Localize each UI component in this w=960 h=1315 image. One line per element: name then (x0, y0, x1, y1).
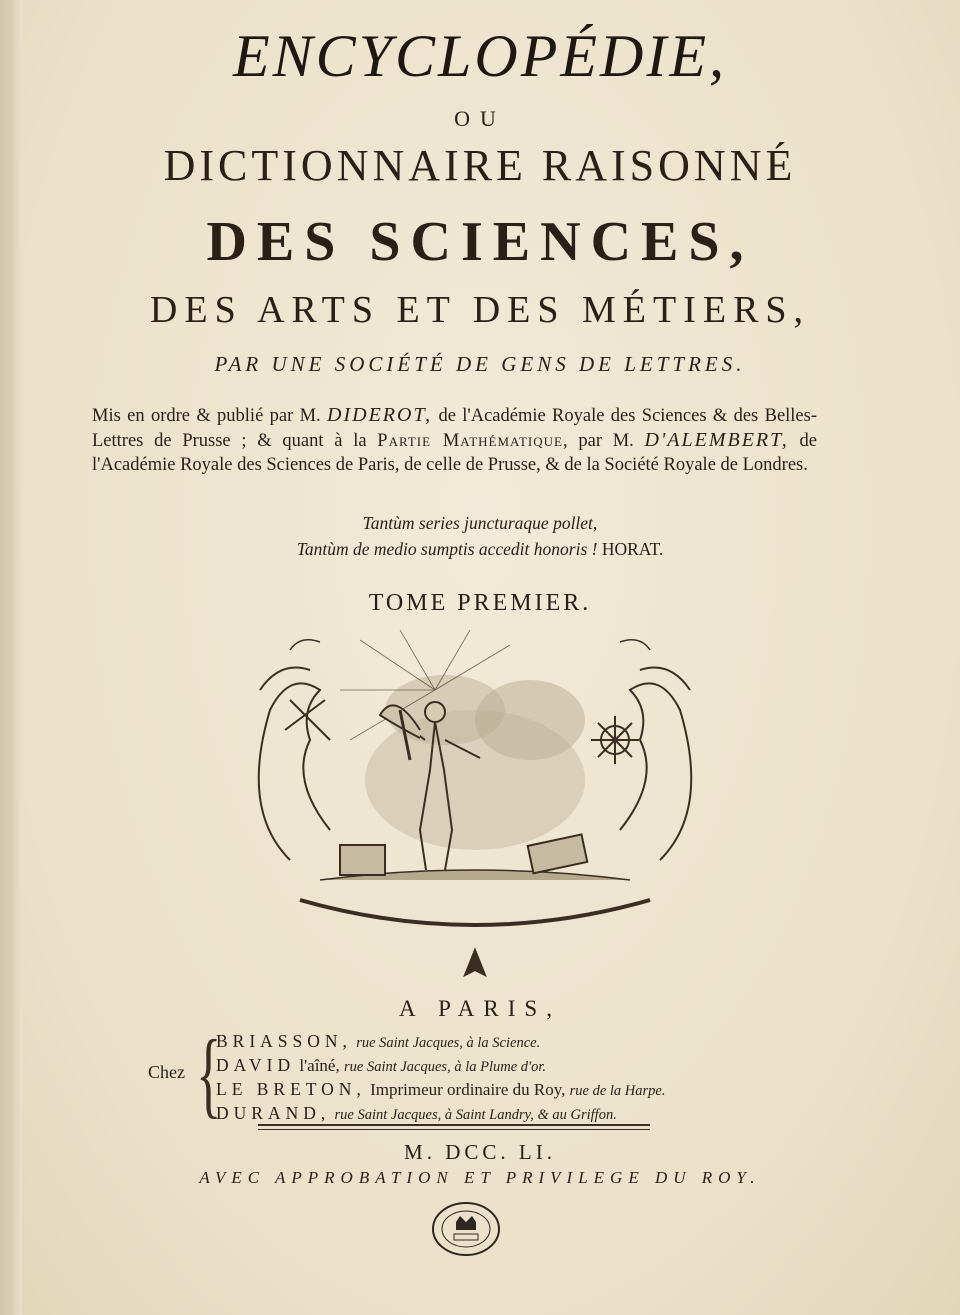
editors-credits (92, 403, 817, 477)
editor-diderot: DIDEROT, (327, 404, 433, 426)
printer-address: rue Saint Jacques, à la Plume d'or. (343, 1059, 547, 1075)
printer-extra: Imprimeur ordinaire du Roy, (370, 1080, 566, 1099)
credits-text-4: de l'Académie Royale des Sciences de Paris, de celle de Prusse, & de la Société Royale de Londres. (92, 431, 817, 475)
printer-address: rue de la Harpe. (569, 1083, 666, 1099)
chez-label: Chez (148, 1062, 185, 1082)
double-rule-top (258, 1124, 650, 1126)
motto-line-2-text: Tantùm de medio sumptis accedit honoris ! (296, 539, 598, 559)
printer-durand (216, 1102, 665, 1126)
place-of-publication: A PARIS, (399, 996, 561, 1021)
printer-name: DAVID (216, 1055, 296, 1075)
printer-briasson (216, 1030, 665, 1054)
royal-privilege: AVEC APPROBATION ET PRIVILEGE DU ROY. (199, 1168, 761, 1187)
printer-extra: l'aîné, (299, 1056, 340, 1075)
printer-david (216, 1054, 665, 1078)
credits-text-3: , par M. (562, 431, 645, 451)
page-spine-shadow (0, 0, 22, 1315)
credits-text-2: de l'Académie Royale des Sciences & des Belles-Lettres de Prusse ; & quant à la (92, 406, 817, 451)
motto-line-2 (0, 536, 960, 562)
engraved-vignette-image (230, 630, 720, 985)
printer-name: DURAND, (216, 1103, 331, 1123)
printer-le-breton (216, 1078, 665, 1102)
printer-address: rue Saint Jacques, à Saint Landry, & au Griffon. (334, 1107, 617, 1123)
printer-address: rue Saint Jacques, à la Science. (356, 1035, 541, 1051)
editor-dalembert: D'ALEMBERT, (644, 429, 789, 451)
title-dictionnaire: DICTIONNAIRE RAISONNÉ (163, 141, 797, 190)
horace-motto (0, 510, 960, 562)
printer-name: LE BRETON, (216, 1079, 366, 1099)
partie-mathematique: Partie Mathématique (377, 431, 563, 451)
curly-brace-icon: { (196, 1020, 222, 1127)
library-stamp-image (430, 1200, 502, 1258)
title-ou: OU (454, 106, 506, 131)
motto-line-1: Tantùm series juncturaque pollet, (362, 513, 598, 533)
motto-author: HORAT. (601, 539, 664, 559)
volume-label: TOME PREMIER. (368, 590, 592, 616)
publication-date: M. DCC. LI. (404, 1140, 556, 1164)
printers-list (216, 1030, 665, 1126)
title-arts: DES ARTS ET DES MÉTIERS, (149, 289, 811, 331)
title-sciences: DES SCIENCES, (206, 211, 754, 273)
double-rule-bottom (258, 1129, 650, 1130)
credits-text-1: Mis en ordre & publié par M. (92, 406, 328, 426)
title-societe: PAR UNE SOCIÉTÉ DE GENS DE LETTRES. (214, 352, 746, 376)
main-title: ENCYCLOPÉDIE, (232, 23, 728, 89)
printer-name: BRIASSON, (216, 1031, 352, 1051)
